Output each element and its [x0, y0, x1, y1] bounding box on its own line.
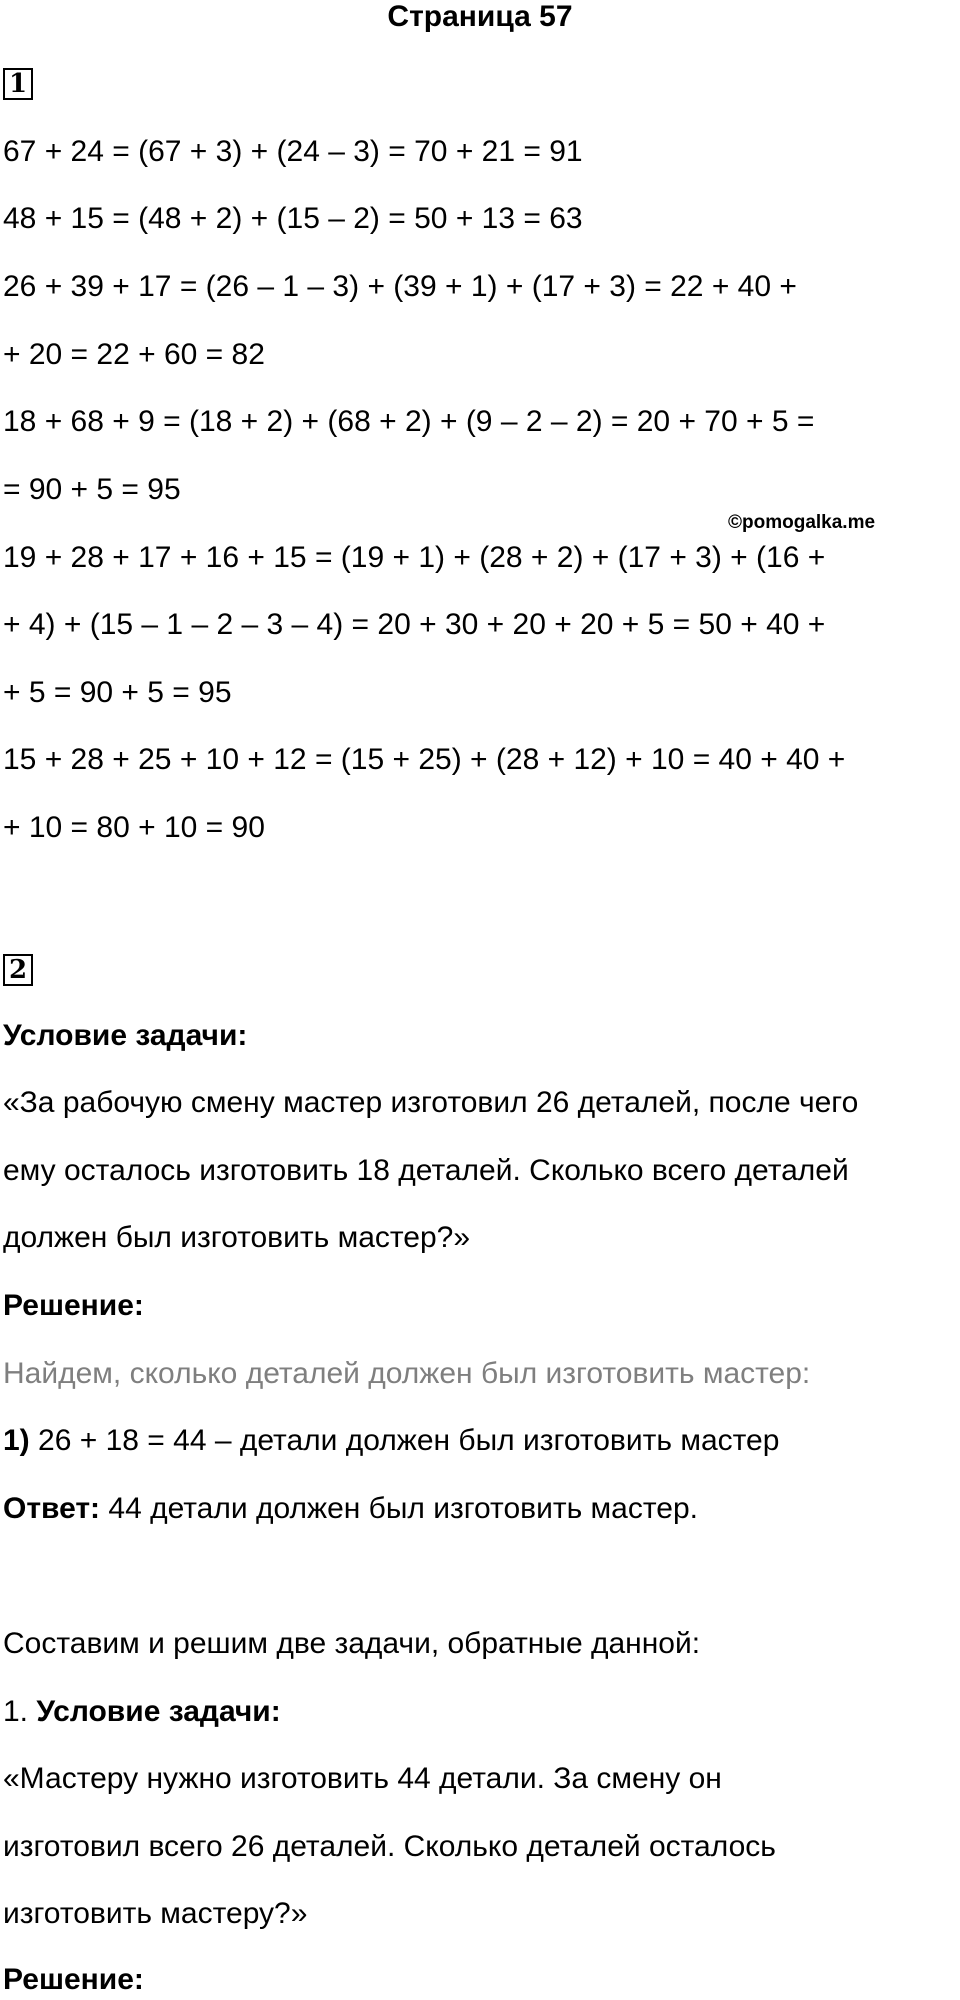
watermark: ©pomogalka.me: [728, 512, 876, 533]
step-text: 26 + 18 = 44 – детали должен был изготовить мастер: [29, 1424, 780, 1457]
task-number-box-1: 1: [3, 68, 33, 100]
task2-condition-line-2: ему осталось изготовить 18 деталей. Сколько всего деталей: [3, 1154, 849, 1187]
inverse1-number: 1.: [3, 1695, 37, 1728]
task1-line-6: = 90 + 5 = 95: [3, 473, 181, 506]
page-title: Страница 57: [387, 0, 573, 33]
answer-text: 44 детали должен был изготовить мастер.: [100, 1492, 698, 1525]
inverse1-condition-heading: Условие задачи:: [36, 1695, 281, 1728]
task1-line-4: + 20 = 22 + 60 = 82: [3, 338, 265, 371]
inverse1-condition-heading-line: [3, 1694, 281, 1730]
task1-line-11: + 10 = 80 + 10 = 90: [3, 811, 265, 844]
inverse-intro: Составим и решим две задачи, обратные данной:: [3, 1627, 701, 1660]
task2-condition-line-1: «За рабочую смену мастер изготовил 26 деталей, после чего: [3, 1086, 859, 1119]
task1-line-10: 15 + 28 + 25 + 10 + 12 = (15 + 25) + (28 + 12) + 10 = 40 + 40 +: [3, 743, 846, 776]
task2-step-1: [3, 1423, 779, 1459]
task1-line-1: 67 + 24 = (67 + 3) + (24 – 3) = 70 + 21 = 91: [3, 135, 583, 168]
task1-line-5: 18 + 68 + 9 = (18 + 2) + (68 + 2) + (9 – 2 – 2) = 20 + 70 + 5 =: [3, 405, 815, 438]
task-number-box-2: 2: [3, 954, 33, 986]
inverse1-condition-line-2: изготовил всего 26 деталей. Сколько деталей осталось: [3, 1830, 776, 1863]
inverse1-condition-line-1: «Мастеру нужно изготовить 44 детали. За смену он: [3, 1762, 722, 1795]
task1-line-8: + 4) + (15 – 1 – 2 – 3 – 4) = 20 + 30 + 20 + 20 + 5 = 50 + 40 +: [3, 608, 826, 641]
task1-line-9: + 5 = 90 + 5 = 95: [3, 676, 232, 709]
inverse1-solution-heading: Решение:: [3, 1963, 144, 1996]
task2-condition-line-3: должен был изготовить мастер?»: [3, 1221, 471, 1254]
task2-condition-heading: Условие задачи:: [3, 1019, 248, 1052]
task2-solution-hint: Найдем, сколько деталей должен был изготовить мастер:: [3, 1357, 811, 1390]
inverse1-condition-line-3: изготовить мастеру?»: [3, 1897, 308, 1930]
task1-line-3: 26 + 39 + 17 = (26 – 1 – 3) + (39 + 1) + (17 + 3) = 22 + 40 +: [3, 270, 797, 303]
task1-line-7: 19 + 28 + 17 + 16 + 15 = (19 + 1) + (28 + 2) + (17 + 3) + (16 +: [3, 541, 826, 574]
answer-label: Ответ:: [3, 1492, 101, 1525]
step-label: 1): [3, 1424, 30, 1457]
task2-solution-heading: Решение:: [3, 1289, 144, 1322]
task1-line-2: 48 + 15 = (48 + 2) + (15 – 2) = 50 + 13 = 63: [3, 202, 583, 235]
task2-answer: [3, 1491, 698, 1527]
